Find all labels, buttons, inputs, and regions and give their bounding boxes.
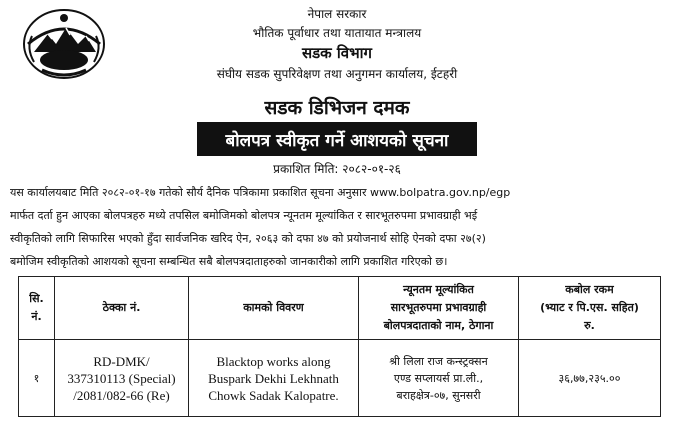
- bid-table: [18, 276, 661, 417]
- ministry-name: भौतिक पूर्वाधार तथा यातायात मन्त्रालय: [252, 26, 422, 40]
- table-row: [19, 340, 661, 417]
- government-name: नेपाल सरकार: [307, 7, 367, 21]
- cell-bidder: श्री लिला राज कन्स्ट्रक्सन एण्ड सप्लायर्स प्रा.ली., बराहक्षेत्र-०७, सुनसरी: [359, 340, 519, 417]
- header-work-description: कामको विवरण: [189, 277, 359, 340]
- body-line: यस कार्यालयबाट मिति २०८२-०१-१७ गतेको सौर्य दैनिक पत्रिकामा प्रकाशित सूचना अनुसार www.bolpatra.gov.np/egp: [10, 186, 511, 199]
- cell-bid-amount: ३६,७७,२३५.००: [519, 340, 661, 417]
- cell-work-description: Blacktop works along Buspark Dekhi Lekhnath Chowk Sadak Kalopatre.: [189, 340, 359, 417]
- table-header-row: [19, 277, 661, 340]
- cell-contract-no: RD-DMK/ 337310113 (Special) /2081/082-66 (Re): [55, 340, 189, 417]
- cell-sn: १: [19, 340, 55, 417]
- body-line: मार्फत दर्ता हुन आएका बोलपत्रहरु मध्ये तपसिल बमोजिमको बोलपत्र न्यूनतम मूल्यांकित र सारभूतरुपमा प्रभावग्राही भई: [10, 209, 478, 222]
- header-contract-no: ठेक्का नं.: [55, 277, 189, 340]
- header-bid-amount: कबोल रकम (भ्याट र पि.एस. सहित) रु.: [519, 277, 661, 340]
- office-name: संघीय सडक सुपरिवेक्षण तथा अनुगमन कार्यालय, ईटहरी: [216, 67, 458, 81]
- department-name: सडक विभाग: [301, 44, 372, 62]
- body-line: बमोजिम स्वीकृतिको आशयको सूचना सम्बन्धित सबै बोलपत्रदाताहरुको जानकारीको लागि प्रकाशित गरिएको छ।: [10, 255, 448, 268]
- header-sn: सि. नं.: [19, 277, 55, 340]
- division-name: सडक डिभिजन दमक: [264, 97, 410, 119]
- body-line: स्वीकृतिको लागि सिफारिस भएको हुँदा सार्वजनिक खरिद ऐन, २०६३ को दफा ४७ को प्रयोजनार्थ सोहि ऐनको दफा २७(२): [10, 232, 486, 245]
- nepal-government-emblem: [22, 6, 106, 80]
- notice-title: बोलपत्र स्वीकृत गर्ने आशयको सूचना: [197, 122, 477, 156]
- publish-date: प्रकाशित मिति: २०८२-०१-२६: [273, 162, 401, 176]
- notice-body: [10, 181, 664, 273]
- header-bidder: न्यूनतम मूल्यांकित सारभूतरुपमा प्रभावग्राही बोलपत्रदाताको नाम, ठेगाना: [359, 277, 519, 340]
